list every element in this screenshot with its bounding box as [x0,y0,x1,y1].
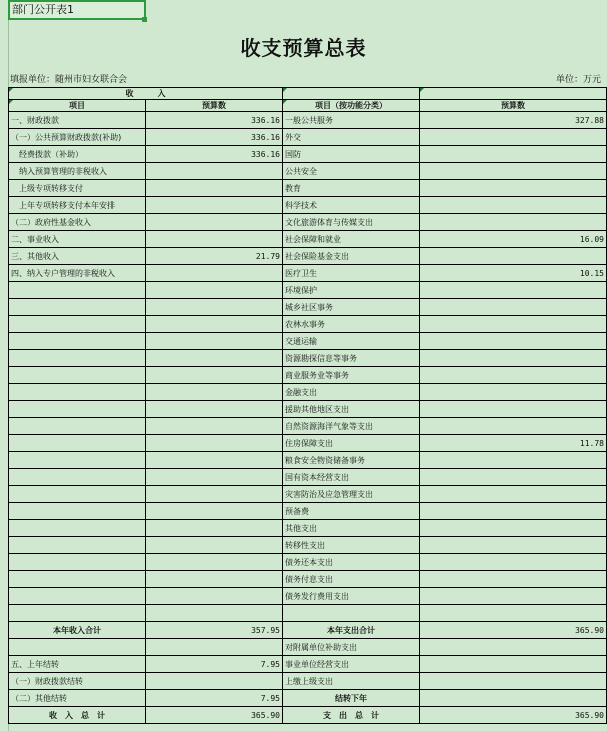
table-row [9,418,607,435]
table-row [9,520,607,537]
expense-value-cell[interactable] [420,316,607,333]
expense-item-cell[interactable]: 外交 [283,129,420,146]
income-year-total-label[interactable]: 本年收入合计 [9,622,146,639]
expense-value-cell[interactable] [420,401,607,418]
table-row [9,282,607,299]
expense-item-cell[interactable]: 医疗卫生 [283,265,420,282]
expense-value-cell[interactable] [420,503,607,520]
income-item-cell[interactable]: 上级专项转移支付 [9,180,146,197]
income-header[interactable]: 收 入 [9,88,283,100]
income-value-cell[interactable] [146,163,283,180]
expense-value-cell[interactable] [420,197,607,214]
income-item-cell[interactable]: （一）财政拨款结转 [9,673,146,690]
income-item-cell[interactable] [9,554,146,571]
expense-item-cell[interactable]: 农林水事务 [283,316,420,333]
expense-item-cell[interactable]: 社会保险基金支出 [283,248,420,265]
table-row [9,486,607,503]
expense-item-cell[interactable]: 公共安全 [283,163,420,180]
income-value-cell[interactable] [146,520,283,537]
income-value-cell[interactable] [146,571,283,588]
income-item-cell[interactable]: 二、事业收入 [9,231,146,248]
reporting-unit: 填报单位：随州市妇女联合会 [10,75,128,85]
table-row [9,146,607,163]
currency-unit: 单位：万元 [555,75,601,85]
expense-year-total-label[interactable]: 本年支出合计 [283,622,420,639]
expense-value-cell[interactable] [420,180,607,197]
income-value-cell[interactable] [146,265,283,282]
expense-item-cell[interactable]: 城乡社区事务 [283,299,420,316]
expense-item-cell[interactable]: 交通运输 [283,333,420,350]
expense-value-cell[interactable] [420,486,607,503]
table-row [9,248,607,265]
expense-value-cell[interactable] [420,163,607,180]
expense-item-cell[interactable]: 上缴上级支出 [283,673,420,690]
expense-value-cell[interactable]: 16.09 [420,231,607,248]
expense-value-cell[interactable]: 327.88 [420,112,607,129]
table-row [9,571,607,588]
expense-item-cell[interactable]: 预备费 [283,503,420,520]
income-value-cell[interactable] [146,486,283,503]
income-item-cell[interactable]: 三、其他收入 [9,248,146,265]
table-row [9,180,607,197]
table-row [9,469,607,486]
income-item-cell[interactable] [9,588,146,605]
table-row [9,350,607,367]
expense-item-cell[interactable]: 灾害防治及应急管理支出 [283,486,420,503]
table-row [9,129,607,146]
expense-item-cell[interactable]: 援助其他地区支出 [283,401,420,418]
expense-value-cell[interactable] [420,673,607,690]
expense-item-cell[interactable]: 事业单位经营支出 [283,656,420,673]
expense-value-cell[interactable] [420,418,607,435]
expense-item-cell[interactable]: 对附属单位补助支出 [283,639,420,656]
expense-value-cell[interactable] [420,469,607,486]
expense-item-cell[interactable]: 国有资本经营支出 [283,469,420,486]
income-item-cell[interactable] [9,520,146,537]
table-row [9,265,607,282]
expense-item-cell[interactable]: 债务付息支出 [283,571,420,588]
expense-value-cell[interactable] [420,350,607,367]
expense-value-cell[interactable] [420,384,607,401]
expense-value-cell[interactable]: 11.78 [420,435,607,452]
expense-grand-total-label[interactable]: 支 出 总 计 [283,707,420,724]
income-value-cell[interactable] [146,197,283,214]
income-value-cell[interactable] [146,673,283,690]
col-item-header[interactable]: 项目 [9,100,146,112]
income-value-cell[interactable] [146,401,283,418]
expense-item-cell[interactable]: 债务发行费用支出 [283,588,420,605]
income-value-cell[interactable] [146,639,283,656]
income-item-cell[interactable]: 一、财政拨款 [9,112,146,129]
income-value-cell[interactable] [146,554,283,571]
sheet-title: 收支预算总表 [240,36,367,60]
expense-value-cell[interactable] [420,214,607,231]
income-item-cell[interactable] [9,605,146,622]
expense-item-cell[interactable]: 国防 [283,146,420,163]
table-row [9,214,607,231]
income-value-cell[interactable] [146,333,283,350]
expense-item-cell[interactable]: 一般公共服务 [283,112,420,129]
income-value-cell[interactable] [146,180,283,197]
expense-value-cell[interactable] [420,571,607,588]
expense-value-cell[interactable] [420,367,607,384]
expense-item-cell[interactable]: 债务还本支出 [283,554,420,571]
expense-item-cell[interactable]: 资源勘探信息等事务 [283,350,420,367]
expense-value-cell[interactable] [420,282,607,299]
expense-value-cell[interactable] [420,656,607,673]
expense-value-cell[interactable] [420,605,607,622]
col-item-func-header[interactable]: 项目（按功能分类） [283,100,420,112]
table-body [9,112,607,622]
expense-item-cell[interactable]: 住房保障支出 [283,435,420,452]
income-value-cell[interactable] [146,214,283,231]
expense-value-cell[interactable]: 10.15 [420,265,607,282]
expense-year-total-value[interactable]: 365.90 [420,622,607,639]
table-row [9,367,607,384]
table-row [9,503,607,520]
income-value-cell[interactable] [146,435,283,452]
income-value-cell[interactable] [146,384,283,401]
income-item-cell[interactable] [9,333,146,350]
table-row [9,299,607,316]
income-value-cell[interactable]: 336.16 [146,112,283,129]
income-item-cell[interactable] [9,282,146,299]
selected-cell-a1[interactable]: 部门公开表1 [8,0,146,20]
income-value-cell[interactable]: 21.79 [146,248,283,265]
income-item-cell[interactable] [9,418,146,435]
expense-item-cell[interactable]: 粮食安全物资储备事务 [283,452,420,469]
income-item-cell[interactable]: 经费拨款（补助） [9,146,146,163]
income-value-cell[interactable] [146,537,283,554]
income-item-cell[interactable] [9,452,146,469]
table-row [9,656,607,673]
table-row [9,537,607,554]
expense-item-cell[interactable]: 商业服务业等事务 [283,367,420,384]
income-item-cell[interactable]: （二）政府性基金收入 [9,214,146,231]
income-item-cell[interactable]: 四、纳入专户管理的非税收入 [9,265,146,282]
expense-value-cell[interactable] [420,248,607,265]
table-row [9,401,607,418]
income-item-cell[interactable] [9,639,146,656]
expense-value-cell[interactable] [420,333,607,350]
income-value-cell[interactable]: 7.95 [146,690,283,707]
income-item-cell[interactable] [9,469,146,486]
table-row [9,112,607,129]
table-row [9,554,607,571]
table-row [9,231,607,248]
expense-value-cell[interactable] [420,146,607,163]
table-row [9,333,607,350]
expense-item-cell[interactable]: 社会保障和就业 [283,231,420,248]
expense-item-cell[interactable]: 结转下年 [283,690,420,707]
income-item-cell[interactable]: 上年专项转移支付本年安排 [9,197,146,214]
income-item-cell[interactable]: 五、上年结转 [9,656,146,673]
fill-handle[interactable] [142,17,147,22]
expense-value-cell[interactable] [420,452,607,469]
income-value-cell[interactable] [146,452,283,469]
table-row [9,163,607,180]
budget-table [8,87,607,724]
expense-item-cell[interactable]: 转移性支出 [283,537,420,554]
income-value-cell[interactable] [146,469,283,486]
income-item-cell[interactable] [9,503,146,520]
col-budget-header[interactable]: 预算数 [146,100,283,112]
income-item-cell[interactable] [9,401,146,418]
income-value-cell[interactable] [146,350,283,367]
income-item-cell[interactable] [9,350,146,367]
income-value-cell[interactable] [146,367,283,384]
expense-item-cell[interactable]: 科学技术 [283,197,420,214]
income-value-cell[interactable]: 336.16 [146,146,283,163]
table-row [9,452,607,469]
expense-item-cell[interactable]: 环境保护 [283,282,420,299]
col-budget2-header[interactable]: 预算数 [420,100,607,112]
income-value-cell[interactable] [146,299,283,316]
expense-value-cell[interactable] [420,588,607,605]
tail-body [9,639,607,707]
income-value-cell[interactable] [146,588,283,605]
expense-item-cell[interactable]: 自然资源海洋气象等支出 [283,418,420,435]
income-item-cell[interactable] [9,384,146,401]
income-value-cell[interactable] [146,231,283,248]
table-row [9,639,607,656]
table-row [9,316,607,333]
table-row [9,673,607,690]
income-value-cell[interactable] [146,282,283,299]
income-item-cell[interactable]: （二）其他结转 [9,690,146,707]
income-value-cell[interactable] [146,316,283,333]
income-item-cell[interactable] [9,571,146,588]
expense-item-cell[interactable]: 教育 [283,180,420,197]
table-row [9,605,607,622]
expense-value-cell[interactable] [420,639,607,656]
income-year-total-value[interactable]: 357.95 [146,622,283,639]
expense-item-cell[interactable] [283,605,420,622]
income-grand-total-label[interactable]: 收 入 总 计 [9,707,146,724]
expense-value-cell[interactable] [420,129,607,146]
table-row [9,588,607,605]
expense-value-cell[interactable] [420,299,607,316]
income-item-cell[interactable]: 纳入预算管理的非税收入 [9,163,146,180]
expense-item-cell[interactable]: 文化旅游体育与传媒支出 [283,214,420,231]
expense-grand-total-value[interactable]: 365.90 [420,707,607,724]
income-item-cell[interactable]: （一）公共预算财政拨款(补助) [9,129,146,146]
expense-value-cell[interactable] [420,690,607,707]
table-row [9,690,607,707]
expense-value-cell[interactable] [420,520,607,537]
income-value-cell[interactable] [146,605,283,622]
income-value-cell[interactable] [146,503,283,520]
expense-header-blank2[interactable] [420,88,607,100]
table-row [9,384,607,401]
income-grand-total-value[interactable]: 365.90 [146,707,283,724]
income-item-cell[interactable] [9,486,146,503]
expense-header-blank[interactable] [283,88,420,100]
expense-value-cell[interactable] [420,554,607,571]
income-item-cell[interactable] [9,367,146,384]
income-value-cell[interactable]: 7.95 [146,656,283,673]
income-item-cell[interactable] [9,435,146,452]
income-item-cell[interactable] [9,537,146,554]
income-item-cell[interactable] [9,316,146,333]
expense-item-cell[interactable]: 其他支出 [283,520,420,537]
expense-item-cell[interactable]: 金融支出 [283,384,420,401]
table-row [9,197,607,214]
income-value-cell[interactable] [146,418,283,435]
expense-value-cell[interactable] [420,537,607,554]
table-row [9,435,607,452]
income-value-cell[interactable]: 336.16 [146,129,283,146]
income-item-cell[interactable] [9,299,146,316]
